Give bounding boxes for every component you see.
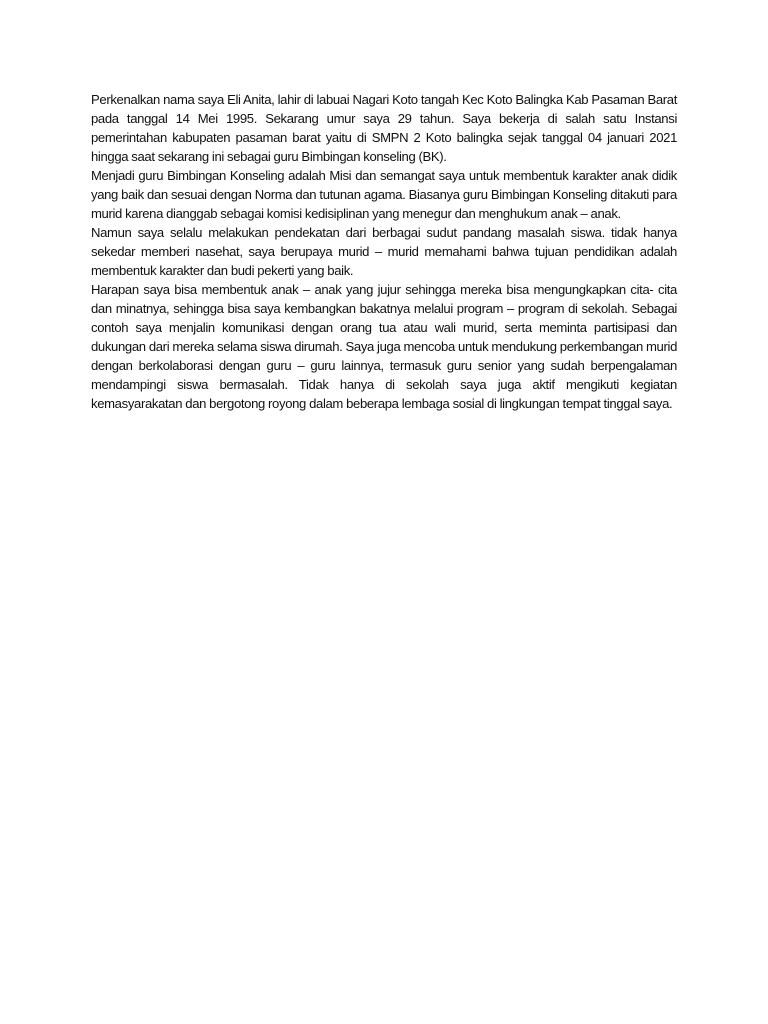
paragraph-mission: Menjadi guru Bimbingan Konseling adalah Misi dan semangat saya untuk membentuk karakter anak didik yang baik dan sesuai dengan Norma dan tutunan agama. Biasanya guru Bimbingan Konseling ditakuti para murid karena dianggab sebagai komisi kedisiplinan yang menegur dan menghukum anak – anak. [91,168,677,221]
paragraph-introduction: Perkenalkan nama saya Eli Anita, lahir di labuai Nagari Koto tangah Kec Koto Balingka Kab Pasaman Barat pada tanggal 14 Mei 1995. Sekarang umur saya 29 tahun. Saya bekerja di salah satu Instansi pemerintahan kabupaten pasaman barat yaitu di SMPN 2 Koto balingka sejak tanggal 04 januari 2021 hingga saat sekarang ini sebagai guru Bimbingan konseling (BK). [91,92,677,164]
document-body [91,90,677,413]
paragraph-hopes: Harapan saya bisa membentuk anak – anak yang jujur sehingga mereka bisa mengungkapkan cita- cita dan minatnya, sehingga bisa saya kembangkan bakatnya melalui program – program di sekolah. Sebagai contoh saya menjalin komunikasi dengan orang tua atau wali murid, serta meminta partisipasi dan dukungan dari mereka selama siswa dirumah. Saya juga mencoba untuk mendukung perkembangan murid dengan berkolaborasi dengan guru – guru lainnya, termasuk guru senior yang sudah berpengalaman mendampingi siswa bermasalah. Tidak hanya di sekolah saya juga aktif mengikuti kegiatan kemasyarakatan dan bergotong royong dalam beberapa lembaga sosial di lingkungan tempat tinggal saya. [91,282,677,411]
paragraph-approach: Namun saya selalu melakukan pendekatan dari berbagai sudut pandang masalah siswa. tidak hanya sekedar memberi nasehat, saya berupaya murid – murid memahami bahwa tujuan pendidikan adalah membentuk karakter dan budi pekerti yang baik. [91,225,677,278]
